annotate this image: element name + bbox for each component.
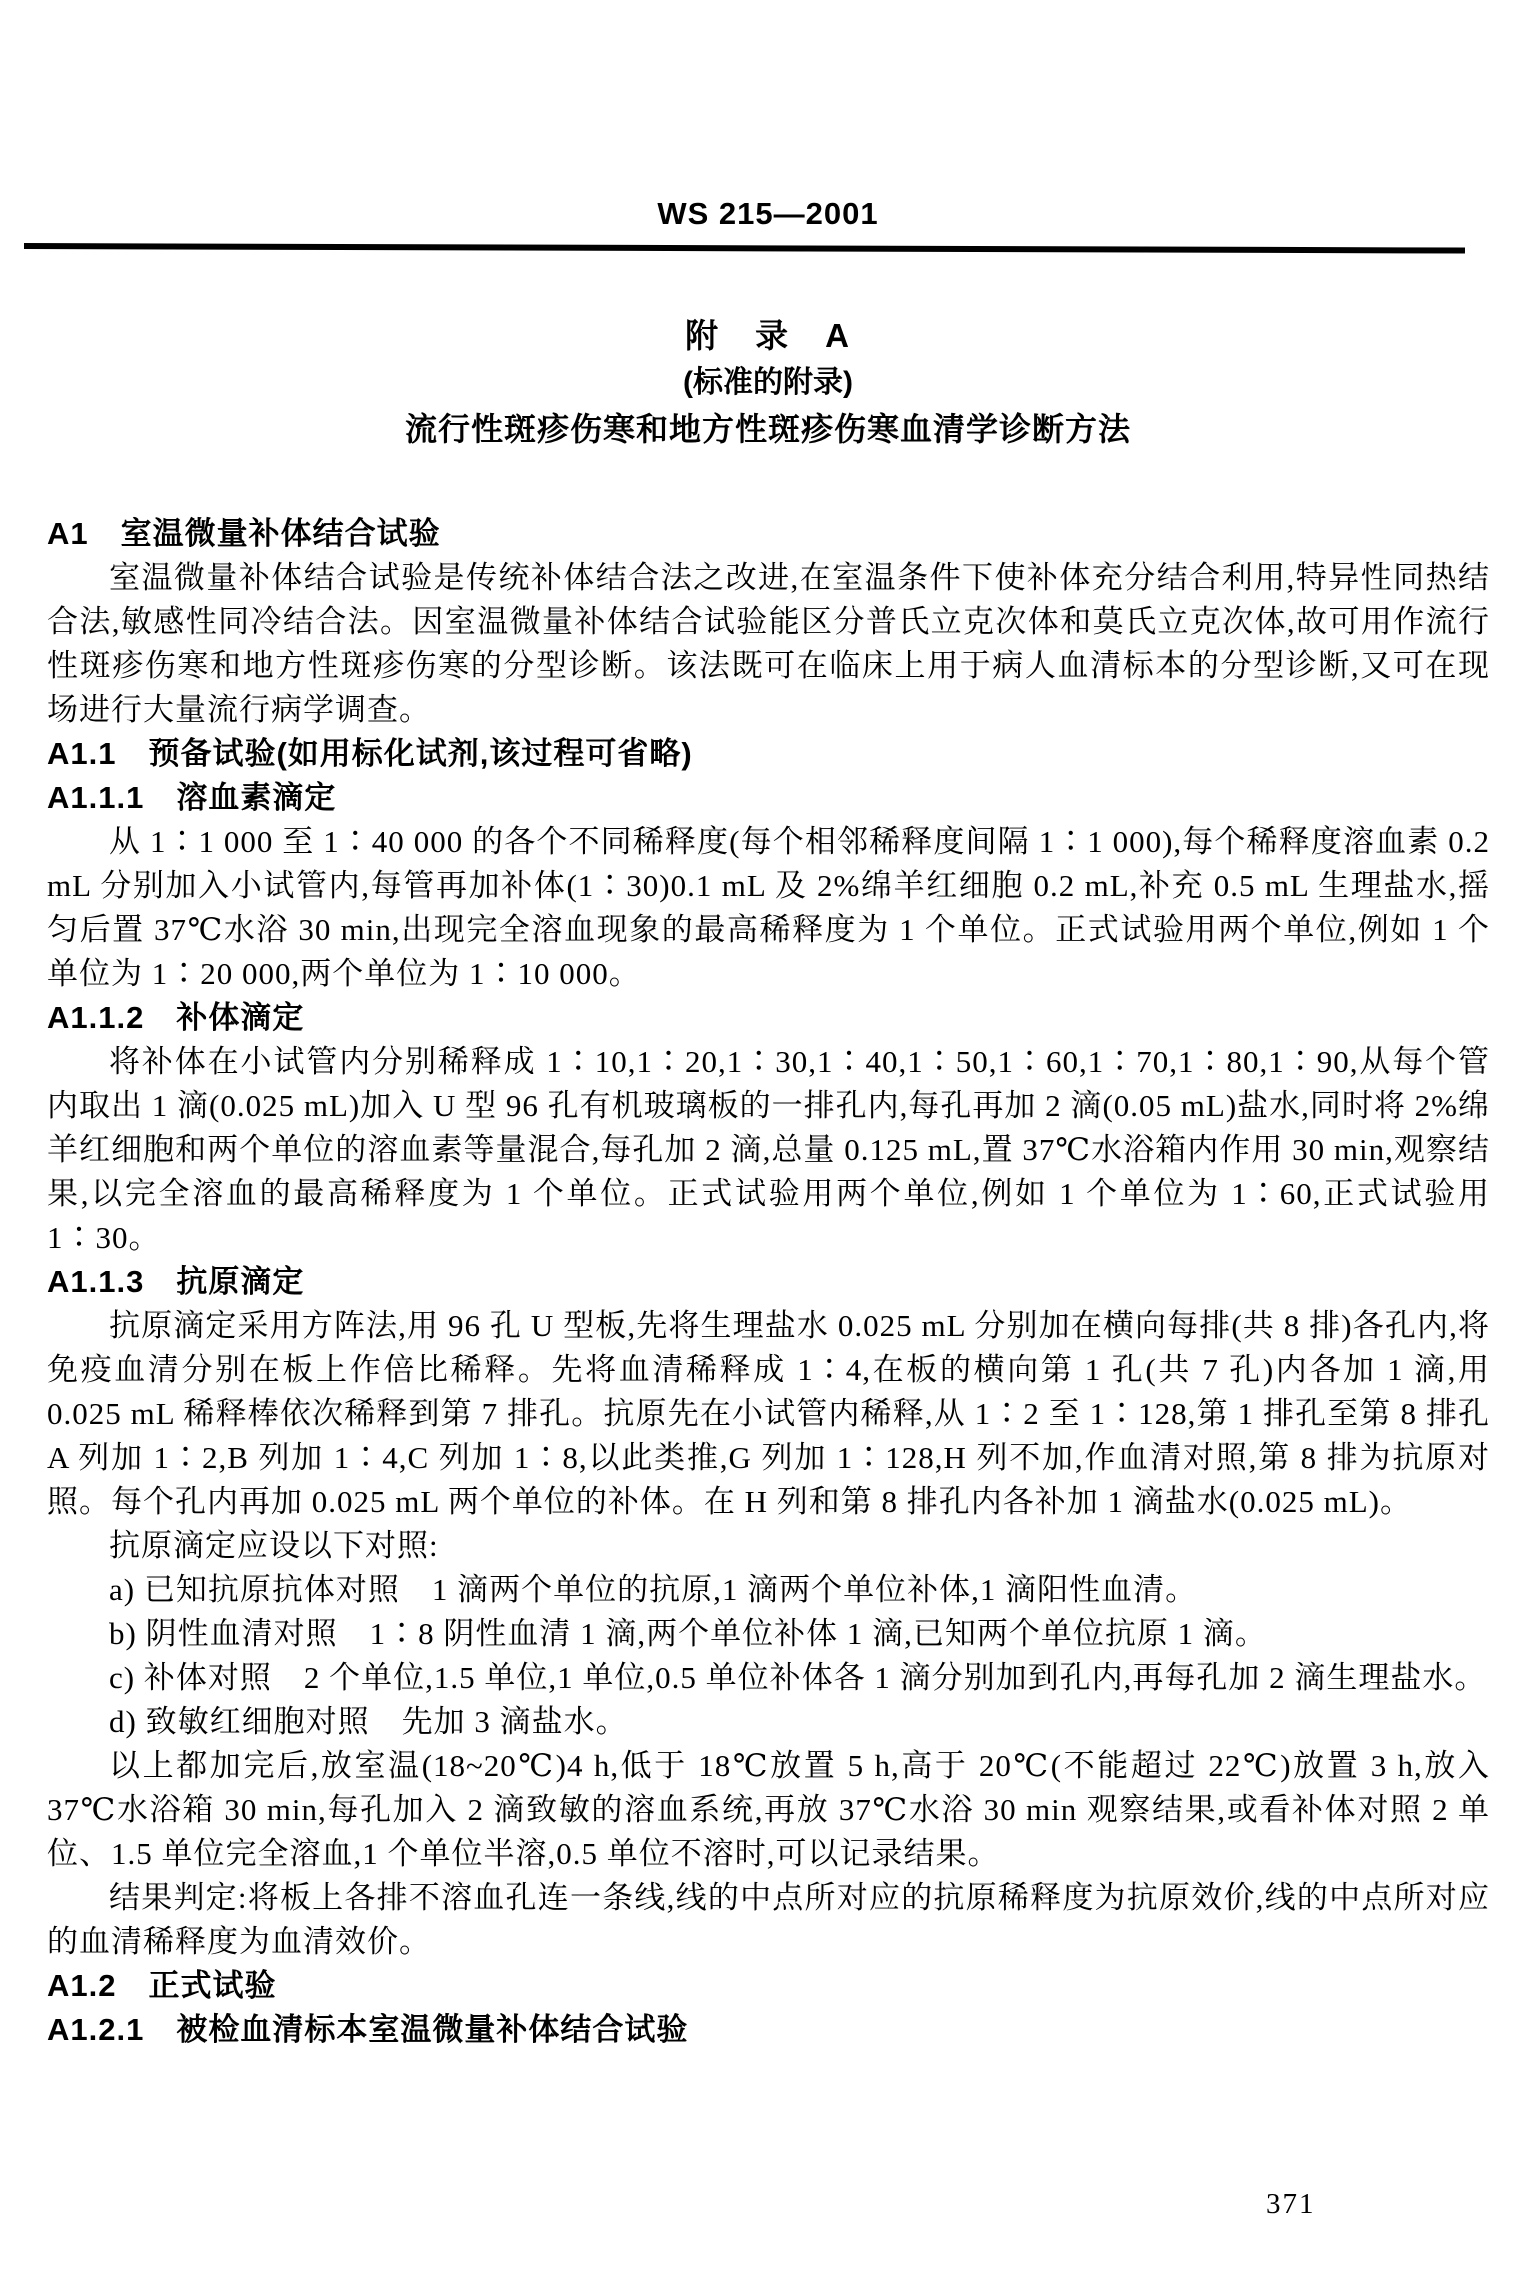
- paragraph-antigen-titration: 抗原滴定采用方阵法,用 96 孔 U 型板,先将生理盐水 0.025 mL 分别加在横向每排(共 8 排)各孔内,将免疫血清分别在板上作倍比稀释。先将血清稀释成 1∶4,在板的横向第 1 孔(共 7 孔)内各加 1 滴,用 0.025 mL 稀释棒依次稀释到第 7 排孔。抗原先在小试管内稀释,从 1∶2 至 1∶128,第 1 排孔至第 8 排孔 A 列加 1∶2,B 列加 1∶4,C 列加 1∶8,以此类推,G 列加 1∶128,H 列不加,作血清对照,第 8 排为抗原对照。每个孔内再加 0.025 mL 两个单位的补体。在 H 列和第 8 排孔内各补加 1 滴盐水(0.025 mL)。: [47, 1308, 1490, 1519]
- paragraph-procedure: 以上都加完后,放室温(18~20℃)4 h,低于 18℃放置 5 h,高于 20℃(不能超过 22℃)放置 3 h,放入 37℃水浴箱 30 min,每孔加入 2 滴致敏的溶血系统,再放 37℃水浴 30 min 观察结果,或看补体对照 2 单位、1.5 单位完全溶血,1 个单位半溶,0.5 单位不溶时,可以记录结果。: [47, 1748, 1490, 1871]
- paragraph-result-judgement: 结果判定:将板上各排不溶血孔连一条线,线的中点所对应的抗原稀释度为抗原效价,线的中点所对应的血清稀释度为血清效价。: [47, 1880, 1490, 1959]
- document-body: [47, 512, 1490, 2052]
- section-heading-a1-1-1: A1.1.1 溶血素滴定: [47, 780, 337, 815]
- section-heading-a1-1-2: A1.1.2 补体滴定: [47, 1000, 305, 1035]
- section-heading-a1: A1 室温微量补体结合试验: [47, 516, 441, 551]
- paragraph-complement-titration: 将补体在小试管内分别稀释成 1∶10,1∶20,1∶30,1∶40,1∶50,1∶60,1∶70,1∶80,1∶90,从每个管内取出 1 滴(0.025 mL)加入 U 型 96 孔有机玻璃板的一排孔内,每孔再加 2 滴(0.05 mL)盐水,同时将 2%绵羊红细胞和两个单位的溶血素等量混合,每孔加 2 滴,总量 0.125 mL,置 37℃水浴箱内作用 30 min,观察结果,以完全溶血的最高稀释度为 1 个单位。正式试验用两个单位,例如 1 个单位为 1∶60,正式试验用 1∶30。: [47, 1044, 1490, 1255]
- header-rule: [24, 243, 1465, 254]
- list-item-b: b) 阴性血清对照 1∶8 阴性血清 1 滴,两个单位补体 1 滴,已知两个单位抗原 1 滴。: [109, 1616, 1267, 1651]
- list-item-d: d) 致敏红细胞对照 先加 3 滴盐水。: [109, 1704, 628, 1739]
- list-item-a: a) 已知抗原抗体对照 1 滴两个单位的抗原,1 滴两个单位补体,1 滴阳性血清。: [109, 1572, 1198, 1607]
- page-number: 371: [1266, 2188, 1316, 2220]
- appendix-heading-block: [0, 316, 1536, 450]
- appendix-label: 附 录 A: [685, 317, 851, 354]
- paragraph-hemolysin-titration: 从 1∶1 000 至 1∶40 000 的各个不同稀释度(每个相邻稀释度间隔 1∶1 000),每个稀释度溶血素 0.2 mL 分别加入小试管内,每管再加补体(1∶30)0.1 mL 及 2%绵羊红细胞 0.2 mL,补充 0.5 mL 生理盐水,摇匀后置 37℃水浴 30 min,出现完全溶血现象的最高稀释度为 1 个单位。正式试验用两个单位,例如 1 个单位为 1∶20 000,两个单位为 1∶10 000。: [47, 824, 1490, 991]
- appendix-subtitle: (标准的附录): [683, 366, 853, 399]
- paragraph-intro: 室温微量补体结合试验是传统补体结合法之改进,在室温条件下使补体充分结合利用,特异性同热结合法,敏感性同冷结合法。因室温微量补体结合试验能区分普氏立克次体和莫氏立克次体,故可用作流行性斑疹伤寒和地方性斑疹伤寒的分型诊断。该法既可在临床上用于病人血清标本的分型诊断,又可在现场进行大量流行病学调查。: [47, 560, 1490, 727]
- standard-number: WS 215—2001: [657, 196, 879, 231]
- section-heading-a1-1-3: A1.1.3 抗原滴定: [47, 1264, 305, 1299]
- section-heading-a1-1: A1.1 预备试验(如用标化试剂,该过程可省略): [47, 736, 693, 771]
- appendix-title: 流行性斑疹伤寒和地方性斑疹伤寒血清学诊断方法: [404, 411, 1131, 447]
- section-heading-a1-2: A1.2 正式试验: [47, 1968, 277, 2003]
- paragraph-controls-intro: 抗原滴定应设以下对照:: [109, 1528, 439, 1563]
- section-heading-a1-2-1: A1.2.1 被检血清标本室温微量补体结合试验: [47, 2012, 689, 2047]
- list-item-c: c) 补体对照 2 个单位,1.5 单位,1 单位,0.5 单位补体各 1 滴分别加到孔内,再每孔加 2 滴生理盐水。: [109, 1660, 1487, 1695]
